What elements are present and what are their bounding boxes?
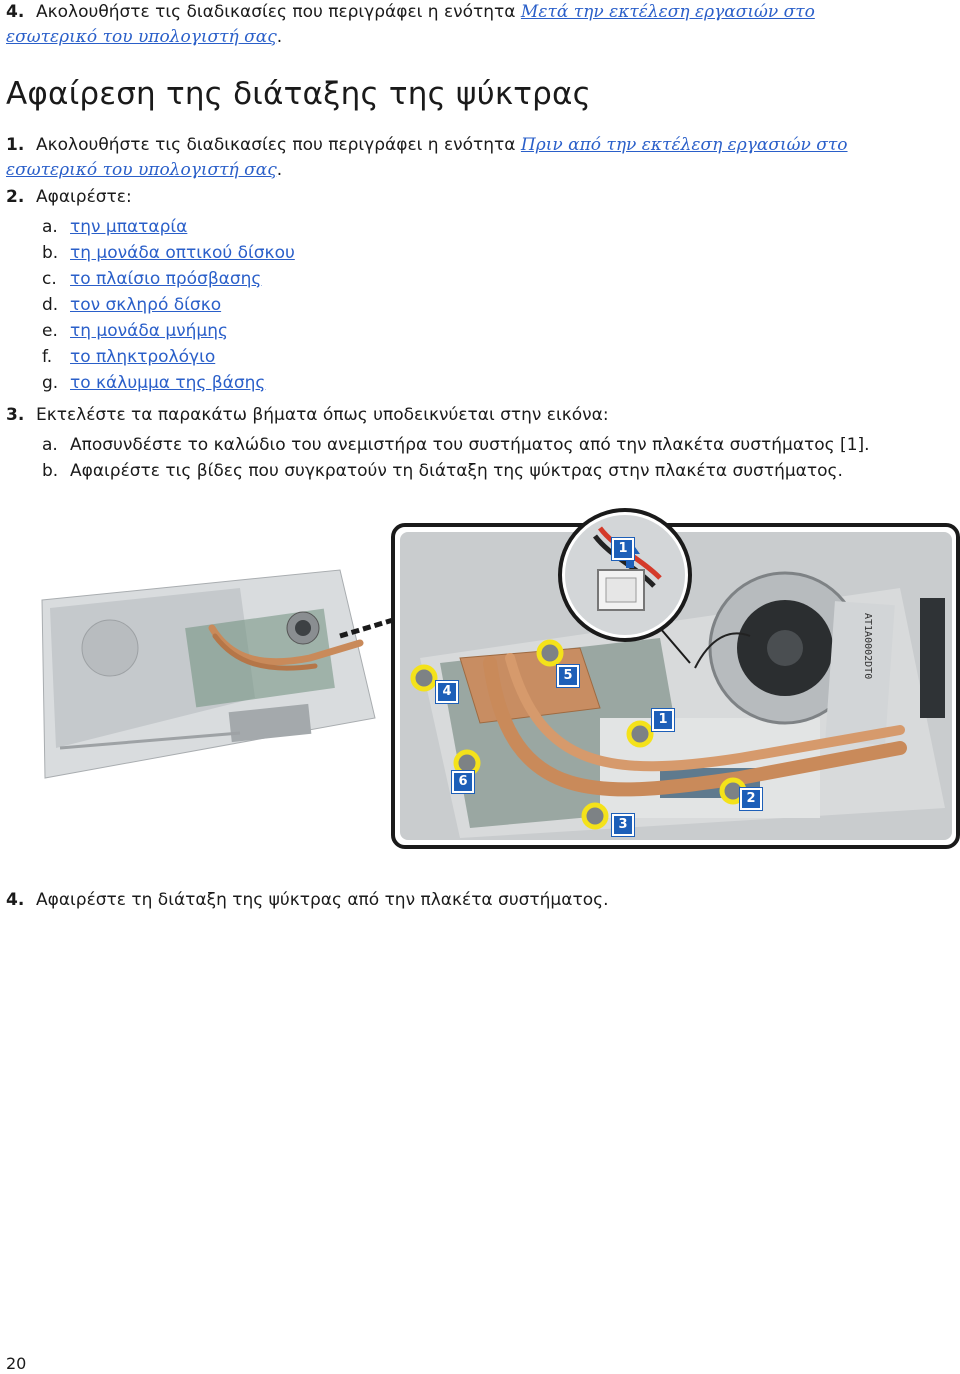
list-item: b. Αφαιρέστε τις βίδες που συγκρατούν τη διάταξη της ψύκτρας στην πλακέτα συστήματος.	[42, 461, 843, 481]
overview-laptop-image	[42, 570, 375, 778]
screw-5	[539, 642, 561, 664]
list-item: a. την μπαταρία	[42, 217, 188, 237]
callout-6: 6	[452, 771, 474, 793]
list-item: f. το πληκτρολόγιο	[42, 347, 216, 367]
battery-link[interactable]: την μπαταρία	[70, 217, 188, 237]
base-cover-link[interactable]: το κάλυμμα της βάσης	[70, 373, 266, 393]
list-item: b. τη μονάδα οπτικού δίσκου	[42, 243, 295, 263]
step-4-bottom	[6, 888, 608, 913]
list-item: e. τη μονάδα μνήμης	[42, 321, 228, 341]
step-text: Αφαιρέστε τη διάταξη της ψύκτρας από την πλακέτα συστήματος.	[36, 890, 609, 910]
list-item: a. Αποσυνδέστε το καλώδιο του ανεμιστήρα του συστήματος από την πλακέτα συστήματος [1].	[42, 435, 870, 455]
before-work-link[interactable]: Πριν από την εκτέλεση εργασιών στο εσωτερικό του υπολογιστή σας	[6, 135, 848, 180]
remove-list	[42, 214, 295, 396]
screw-3	[584, 805, 606, 827]
list-item: d. τον σκληρό δίσκο	[42, 295, 222, 315]
step-text: Αφαιρέστε:	[36, 187, 132, 207]
step-number: 4.	[6, 2, 25, 22]
callout-5: 5	[557, 665, 579, 687]
step-2	[6, 185, 132, 210]
after-work-link[interactable]: Μετά την εκτέλεση εργασιών στο εσωτερικό του υπολογιστή σας	[6, 2, 815, 47]
screw-4	[413, 667, 435, 689]
step-number: 2.	[6, 187, 25, 207]
list-item: g. το κάλυμμα της βάσης	[42, 373, 266, 393]
memory-module-link[interactable]: τη μονάδα μνήμης	[70, 321, 228, 341]
fan-label: AT1A0002DT0	[862, 613, 873, 680]
step-text: Εκτελέστε τα παρακάτω βήματα όπως υποδεικνύεται στην εικόνα:	[36, 405, 609, 425]
optical-drive-link[interactable]: τη μονάδα οπτικού δίσκου	[70, 243, 295, 263]
callout-4: 4	[436, 681, 458, 703]
zoom-circle	[560, 510, 690, 640]
step-3	[6, 403, 609, 428]
callout-2: 2	[740, 788, 762, 810]
callout-zoom-1: 1	[612, 538, 634, 560]
step-1: 1. Ακολουθήστε τις διαδικασίες που περιγράφει η ενότητα Πριν από την εκτέλεση εργασιών στο εσωτερικό του υπολογιστή σας.	[6, 135, 848, 180]
heatsink-figure	[40, 508, 960, 853]
list-item: c. το πλαίσιο πρόσβασης	[42, 269, 262, 289]
step-4-top: 4. Ακολουθήστε τις διαδικασίες που περιγράφει η ενότητα Μετά την εκτέλεση εργασιών στο εσωτερικό του υπολογιστή σας.	[6, 2, 815, 47]
step-number: 3.	[6, 405, 25, 425]
screw-1	[629, 723, 651, 745]
callout-1: 1	[652, 709, 674, 731]
hard-drive-link[interactable]: τον σκληρό δίσκο	[70, 295, 222, 315]
step-3-substeps	[42, 432, 942, 484]
step-number: 1.	[6, 135, 25, 155]
page-number: 20	[6, 1354, 27, 1373]
access-panel-link[interactable]: το πλαίσιο πρόσβασης	[70, 269, 262, 289]
step-number: 4.	[6, 890, 25, 910]
callout-3: 3	[612, 814, 634, 836]
step-text: Ακολουθήστε τις διαδικασίες που περιγράφει η ενότητα	[36, 135, 521, 155]
keyboard-link[interactable]: το πληκτρολόγιο	[70, 347, 216, 367]
step-text: Ακολουθήστε τις διαδικασίες που περιγράφει η ενότητα	[36, 2, 521, 22]
section-title: Αφαίρεση της διάταξης της ψύκτρας	[6, 76, 592, 112]
